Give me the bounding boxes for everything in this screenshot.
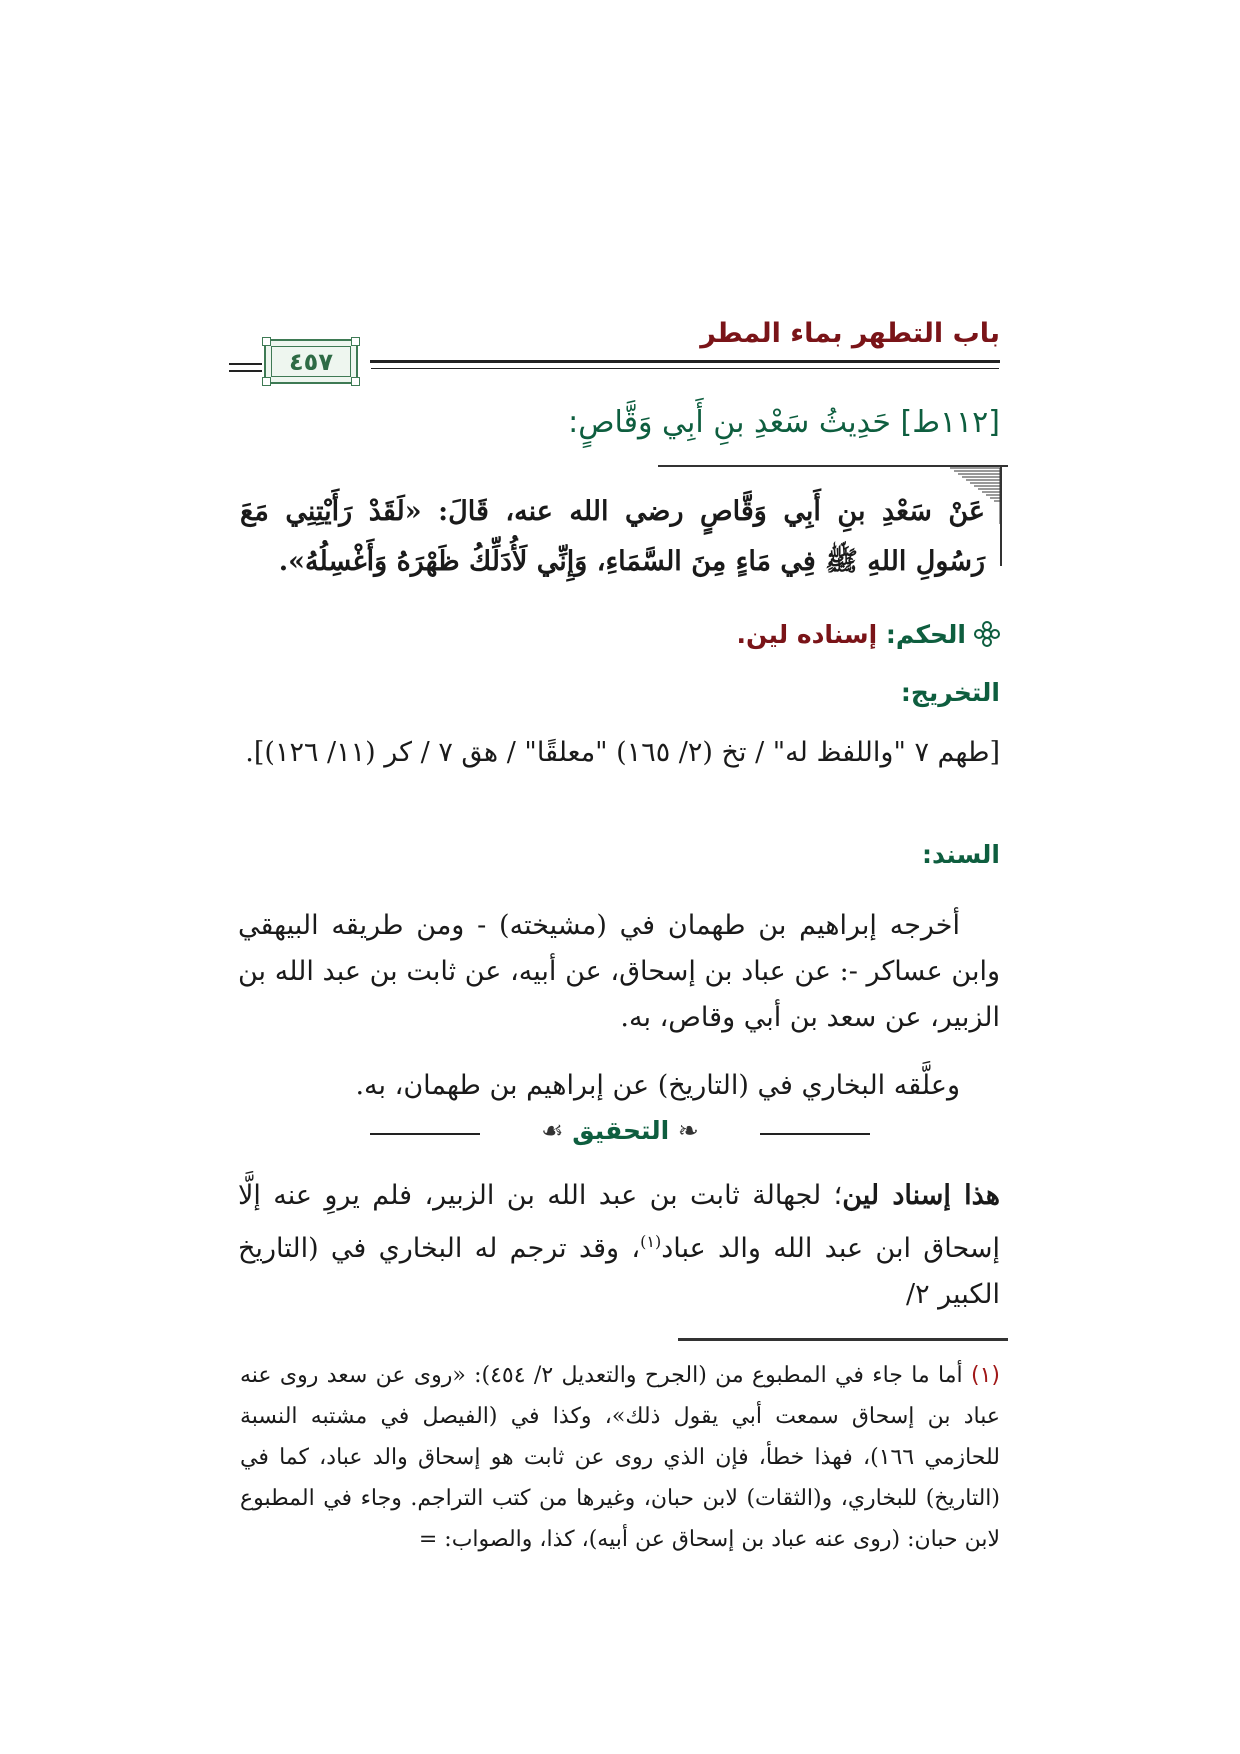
hadith-title: [١١٢ط] حَدِيثُ سَعْدِ بنِ أَبِي وَقَّاصٍ:: [568, 405, 1000, 440]
matn-side-rule: [1000, 466, 1002, 566]
hukm-line: [737, 620, 1000, 649]
page-number-frame: [264, 339, 358, 384]
frame-corner-ornament: [351, 377, 360, 386]
frame-corner-ornament: [262, 337, 271, 346]
takhrij-label: التخريج:: [900, 678, 1000, 707]
flower-ornament-icon: [974, 621, 1000, 647]
tahqiq-paragraph: [238, 1173, 1000, 1318]
footnote-rule: [678, 1338, 1008, 1341]
footnote-text: أما ما جاء في المطبوع من (الجرح والتعديل ٢/ ٤٥٤): «روى عن سعد روى عنه عباد بن إسحاق سمعت أبي يقول ذلك»، وكذا في (الفيصل في مشتبه النسبة للحازمي ١٦٦)، فهذا خطأ، فإن الذي روى عن ثابت هو إسحاق والد عباد، كما في (التاريخ) للبخاري، و(الثقات) لابن حبان، وغيرها من كتب التراجم. وجاء في المطبوع لابن حبان: (روى عنه عباد بن إسحاق عن أبيه)، كذا، والصواب: =: [240, 1363, 1000, 1552]
section-divider: ❧ التحقيق ☙: [370, 1116, 870, 1152]
header-rule-left: [229, 363, 262, 365]
hukm-label: الحكم:: [885, 620, 966, 649]
hadith-matn: عَنْ سَعْدِ بنِ أَبِي وَقَّاصٍ رضي الله عنه، قَالَ: «لَقَدْ رَأَيْتِنِي مَعَ رَسُولِ اللهِ ﷺ فِي مَاءٍ مِنَ السَّمَاءِ، وَإِنِّي لَأُدَلِّكُ ظَهْرَهُ وَأَغْسِلُهُ».: [240, 496, 985, 577]
sanad-paragraph: أخرجه إبراهيم بن طهمان في (مشيخته) - ومن طريقه البيهقي وابن عساكر -: عن عباد بن إسحاق، عن أبيه، عن ثابت بن عبد الله بن الزبير، عن سعد بن أبي وقاص، به.: [238, 910, 1000, 1033]
frame-corner-ornament: [351, 337, 360, 346]
tahqiq-heading: التحقيق: [572, 1116, 670, 1145]
footnote: [240, 1355, 1000, 1560]
takhrij-text: [طهم ٧ "واللفظ له" / تخ (٢/ ١٦٥) "معلقًا" / هق ٧ / كر (١١/ ١٢٦)].: [245, 737, 1000, 768]
sanad-label: السند:: [921, 840, 1000, 869]
sanad-paragraph-2: وعلَّقه البخاري في (التاريخ) عن إبراهيم بن طهمان، به.: [355, 1070, 960, 1101]
tahqiq-text-after: ، وقد ترجم له البخاري في (التاريخ الكبير ٢/: [238, 1233, 1000, 1310]
hukm-value: إسناده لين.: [736, 620, 878, 649]
footnote-number: (١): [970, 1363, 1000, 1388]
tahqiq-bold-lead: هذا إسناد لين: [842, 1180, 1001, 1211]
tahqiq-text: ؛ لجهالة ثابت بن عبد الله بن الزبير، فلم يروِ عنه إلَّا إسحاق ابن عبد الله والد عباد: [238, 1180, 1000, 1264]
frame-corner-ornament: [262, 377, 271, 386]
header-rule: [370, 360, 1000, 363]
footnote-ref[interactable]: (١): [640, 1232, 662, 1251]
running-header: باب التطهر بماء المطر: [700, 318, 1000, 349]
page-number: ٤٥٧: [289, 347, 333, 376]
